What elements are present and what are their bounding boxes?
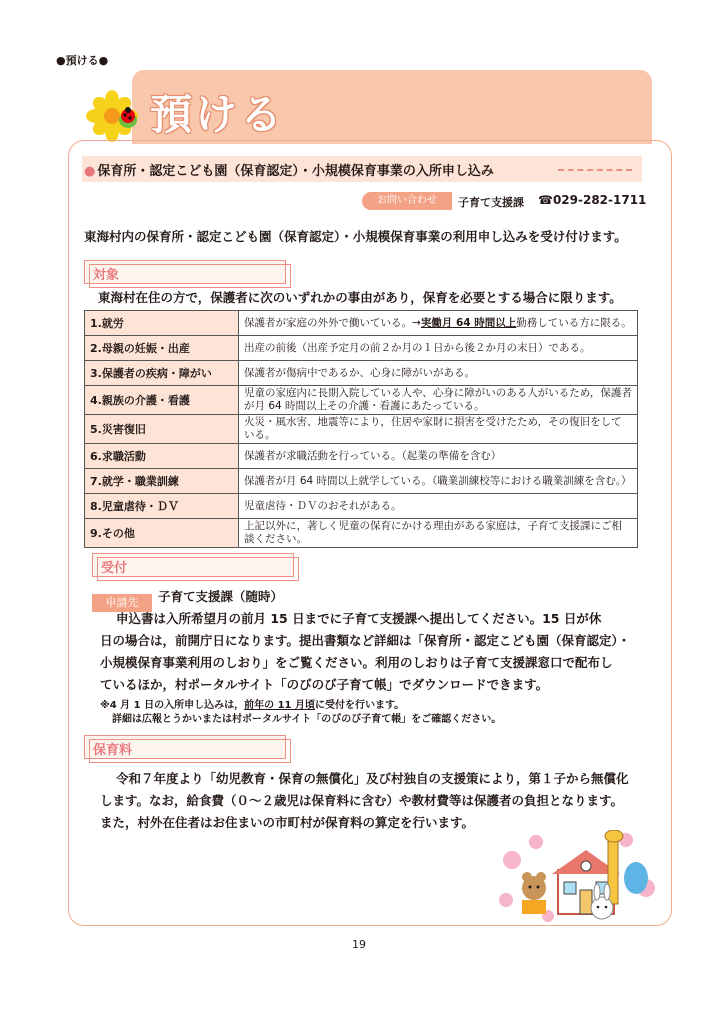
table-row <box>85 444 638 469</box>
reception-label-box <box>92 553 294 577</box>
target-label: 対象 <box>93 268 120 283</box>
reception-note-detail: 詳細は広報とうかいまたは村ポータルサイト「のびのび子育て帳」をご確認ください。 <box>112 714 502 725</box>
condition-name: 8.児童虐待・ＤＶ <box>85 494 239 519</box>
condition-name: 3.保護者の疾病・障がい <box>85 361 239 386</box>
target-label-box <box>84 260 286 284</box>
contact-department: 子育て支援課 <box>458 196 524 209</box>
reception-note: ※4 月 1 日の入所申し込みは，前年の 11 月頃に受付を行います。 <box>100 700 405 711</box>
page-number: 19 <box>352 938 366 951</box>
fee-line: 令和７年度より「幼児教育・保育の無償化」及び村独自の支援策により，第１子から無償化 <box>116 771 629 786</box>
condition-name: 7.就学・職業訓練 <box>85 469 239 494</box>
condition-desc: 出産の前後（出産予定月の前２か月の１日から後２か月の末日）である。 <box>239 336 638 361</box>
condition-desc: 上記以外に，著しく児童の保育にかける理由がある家庭は，子育て支援課にご相談ください。 <box>239 519 638 548</box>
condition-desc: 保護者が家庭の外外で働いている。→実働月 64 時間以上勤務している方に限る。 <box>239 311 638 336</box>
page-title: 預ける <box>150 90 286 139</box>
table-row <box>85 386 638 415</box>
bullet-icon: ● <box>84 164 96 179</box>
condition-desc: 火災・風水害、地震等により，住居や家財に損害を受けたため，その復旧をしている。 <box>239 415 638 444</box>
condition-desc: 児童の家庭内に長期入院している人や、心身に障がいのある人がいるため，保護者が月 64 時間以上その介護・看護にあたっている。 <box>239 386 638 415</box>
section-title: ● 保育所・認定こども園（保育認定）・小規模保育事業の入所申し込み <box>84 164 494 179</box>
table-row <box>85 415 638 444</box>
reception-line: 日の場合は，前開庁日になります。提出書類など詳細は「保育所・認定こども園（保育認定）・ <box>100 633 631 648</box>
reception-line: 小規模保育事業利用のしおり」をご覧ください。利用のしおりは子育て支援課窓口で配布し <box>100 655 613 670</box>
dashed-divider <box>558 169 632 171</box>
fee-label: 保育料 <box>93 743 133 758</box>
table-row <box>85 336 638 361</box>
fee-label-box <box>84 735 286 759</box>
table-row <box>85 494 638 519</box>
contact-phone[interactable]: ☎029-282-1711 <box>538 193 647 207</box>
condition-name: 2.母親の妊娠・出産 <box>85 336 239 361</box>
condition-desc: 保護者が月 64 時間以上就学している。（職業訓練校等における職業訓練を含む。） <box>239 469 638 494</box>
table-row <box>85 519 638 548</box>
condition-name: 9.その他 <box>85 519 239 548</box>
application-badge: 申請先 <box>92 594 152 612</box>
reception-body <box>100 608 660 696</box>
condition-desc: 児童虐待・ＤＶのおそれがある。 <box>239 494 638 519</box>
fee-line: また，村外在住者はお住まいの市町村が保育料の算定を行います。 <box>100 815 475 830</box>
condition-desc: 保護者が求職活動を行っている。（起業の準備を含む） <box>239 444 638 469</box>
table-row <box>85 361 638 386</box>
condition-desc: 保護者が傷病中であるか、心身に障がいがある。 <box>239 361 638 386</box>
target-lead: 東海村在住の方で，保護者に次のいずれかの事由があり，保育を必要とする場合に限ります。 <box>98 290 622 305</box>
table-row <box>85 469 638 494</box>
page-category-tag: ●預ける● <box>56 54 109 67</box>
condition-name: 6.求職活動 <box>85 444 239 469</box>
reception-line: 申込書は入所希望月の前月 15 日までに子育て支援課へ提出してください。15 日が休 <box>116 611 602 626</box>
condition-name: 1.就労 <box>85 311 239 336</box>
conditions-table <box>84 310 638 548</box>
fee-body <box>100 768 665 834</box>
nursery-illustration <box>496 830 656 926</box>
application-place: 子育て支援課（随時） <box>158 589 284 604</box>
fee-line: します。なお，給食費（０～２歳児は保育料に含む）や教材費等は保護者の負担となります。 <box>100 793 624 808</box>
reception-label: 受付 <box>101 561 128 576</box>
flower-ladybug-icon <box>84 88 140 144</box>
reception-line: ているほか，村ポータルサイト「のびのび子育て帳」でダウンロードできます。 <box>100 677 549 692</box>
contact-badge: お問い合わせ <box>362 192 452 210</box>
table-row <box>85 311 638 336</box>
condition-name: 4.親族の介護・看護 <box>85 386 239 415</box>
intro-text: 東海村内の保育所・認定こども園（保育認定）・小規模保育事業の利用申し込みを受け付けます。 <box>84 229 627 244</box>
condition-name: 5.災害復旧 <box>85 415 239 444</box>
